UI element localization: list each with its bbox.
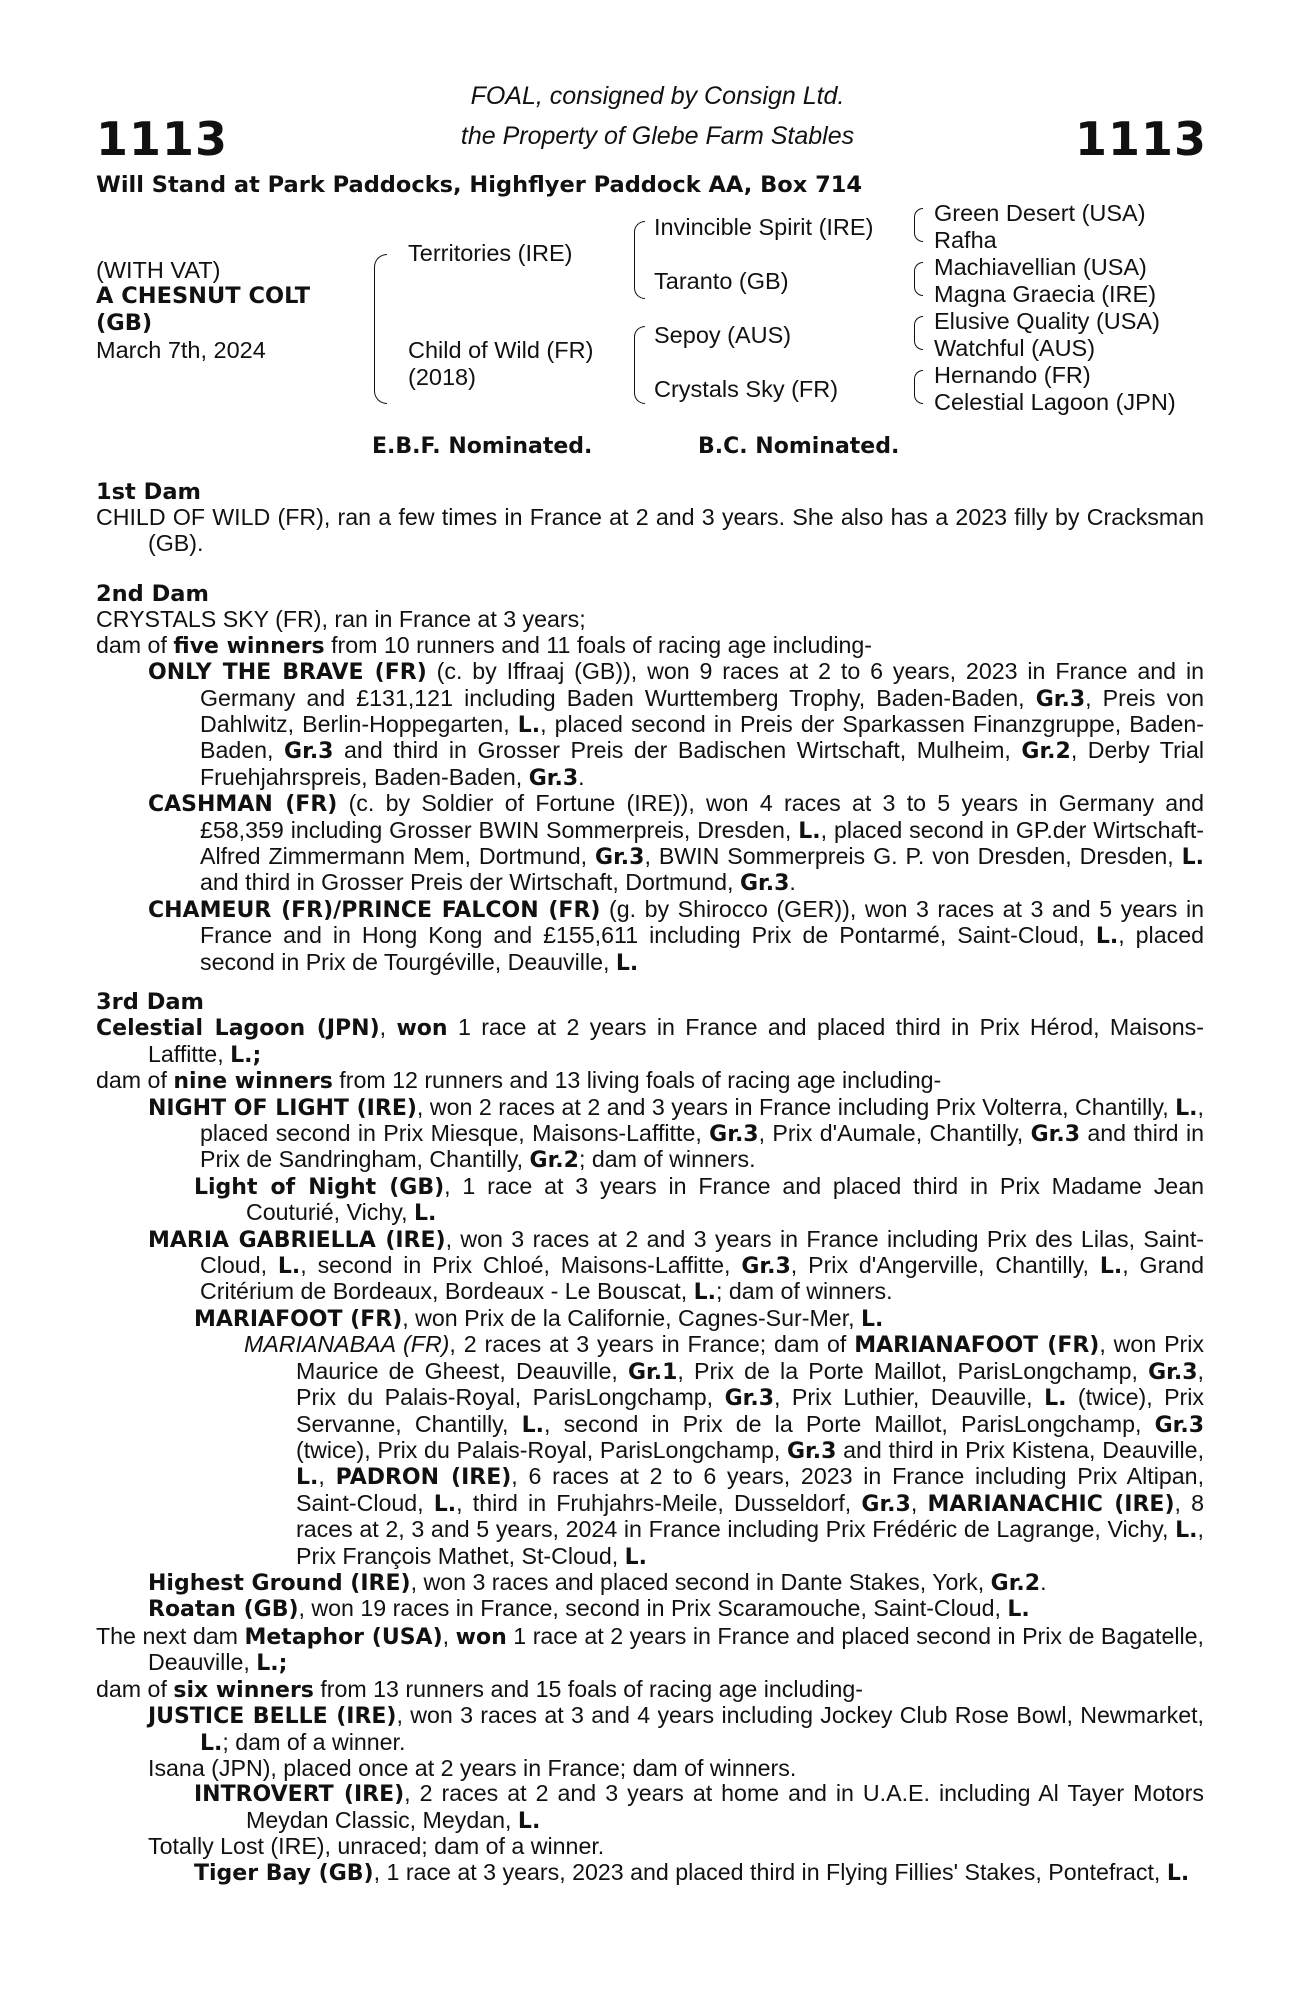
first-dam-text: CHILD OF WILD (FR), ran a few times in France at 2 and 3 years. She also has a 2023 filly by Cracksman (GB). xyxy=(96,504,1204,556)
pedigree-bracket-ss xyxy=(914,208,923,242)
pedigree-bracket-ds xyxy=(914,316,923,350)
lot-number-right: 1113 xyxy=(1074,112,1207,166)
entry-light-of-night: Light of Night (GB), 1 race at 3 years in France and placed third in Prix Madame Jean Couturié, Vichy, L. xyxy=(194,1172,1204,1227)
first-dam-heading: 1st Dam xyxy=(96,479,201,505)
bc-nomination: B.C. Nominated. xyxy=(698,434,900,459)
third-dam-line: Celestial Lagoon (JPN), won 1 race at 2 years in France and placed third in Prix Hérod, Maisons-Laffitte, L.; xyxy=(96,1014,1204,1068)
second-dam-produce: dam of five winners from 10 runners and 11 foals of racing age including- xyxy=(96,631,873,659)
entry-introvert: INTROVERT (IRE), 2 races at 2 and 3 years at home and in U.A.E. including Al Tayer Motors Meydan Classic, Meydan, L. xyxy=(194,1780,1204,1834)
pedigree-sds: Machiavellian (USA) xyxy=(934,254,1147,280)
third-dam-section xyxy=(96,990,1204,1623)
pedigree-sire-sire: Invincible Spirit (IRE) xyxy=(654,214,874,240)
entry-only-the-brave: ONLY THE BRAVE (FR) (c. by Iffraaj (GB)), won 9 races at 2 to 6 years, 2023 in France and in Germany and £131,121 including Baden Wurttemberg Trophy, Baden-Baden, Gr.3, Preis von Dahlwitz, Berlin-Hoppegarten, L., placed second in Preis der Sparkassen Finanzgruppe, Baden-Baden, Gr.3 and third in Grosser Preis der Badischen Wirtschaft, Mulheim, Gr.2, Derby Trial Fruehjahrspreis, Baden-Baden, Gr.3. xyxy=(148,658,1205,791)
entry-roatan: Roatan (GB), won 19 races in France, second in Prix Scaramouche, Saint-Cloud, L. xyxy=(148,1595,1030,1623)
vat-note: (WITH VAT) xyxy=(96,257,221,283)
next-dam-section xyxy=(96,1624,1204,1886)
entry-tiger-bay: Tiger Bay (GB), 1 race at 3 years, 2023 and placed third in Flying Fillies' Stakes, Pontefract, L. xyxy=(194,1858,1190,1886)
pedigree-dam: Child of Wild (FR) xyxy=(408,337,594,363)
pedigree-ssd: Rafha xyxy=(934,227,997,253)
second-dam-line: CRYSTALS SKY (FR), ran in France at 3 years; xyxy=(96,606,586,633)
entry-highest-ground: Highest Ground (IRE), won 3 races and placed second in Dante Stakes, York, Gr.2. xyxy=(148,1568,1047,1596)
second-dam-section xyxy=(96,582,1204,976)
foaling-date: March 7th, 2024 xyxy=(96,337,266,363)
pedigree-bracket-dam xyxy=(634,326,645,404)
pedigree-bracket-main xyxy=(374,254,387,404)
pedigree-dam-dam: Crystals Sky (FR) xyxy=(654,376,839,402)
entry-night-of-light: NIGHT OF LIGHT (IRE), won 2 races at 2 and 3 years in France including Prix Volterra, Chantilly, L., placed second in Prix Miesque, Maisons-Laffitte, Gr.3, Prix d'Aumale, Chantilly, Gr.3 and third in Prix de Sandringham, Chantilly, Gr.2; dam of winners. xyxy=(148,1093,1204,1174)
consignment-line: FOAL, consigned by Consign Ltd. xyxy=(470,82,845,110)
pedigree-sss: Green Desert (USA) xyxy=(934,200,1146,226)
next-dam-line: The next dam Metaphor (USA), won 1 race at 2 years in France and placed second in Prix de Bagatelle, Deauville, L.; xyxy=(96,1623,1204,1677)
pedigree-bracket-dd xyxy=(914,370,923,404)
second-dam-heading: 2nd Dam xyxy=(96,581,209,607)
ebf-nomination: E.B.F. Nominated. xyxy=(372,434,593,459)
pedigree-dam-year: (2018) xyxy=(408,364,476,390)
next-dam-produce: dam of six winners from 13 runners and 15 foals of racing age including- xyxy=(96,1675,863,1703)
entry-cashman: CASHMAN (FR) (c. by Soldier of Fortune (IRE)), won 4 races at 3 to 5 years in Germany and £58,359 including Grosser BWIN Sommerpreis, Dresden, L., placed second in GP.der Wirtschaft-Alfred Zimmermann Mem, Dortmund, Gr.3, BWIN Sommerpreis G. P. von Dresden, Dresden, L. and third in Grosser Preis der Wirtschaft, Dortmund, Gr.3. xyxy=(148,790,1204,897)
entry-isana: Isana (JPN), placed once at 2 years in France; dam of winners. xyxy=(148,1755,797,1782)
horse-name: A CHESNUT COLT xyxy=(96,283,311,309)
first-dam-section xyxy=(96,480,1204,556)
pedigree-sire-dam: Taranto (GB) xyxy=(654,268,789,294)
entry-totally-lost: Totally Lost (IRE), unraced; dam of a winner. xyxy=(148,1833,605,1860)
horse-country: (GB) xyxy=(96,310,153,336)
pedigree-sire: Territories (IRE) xyxy=(408,240,573,266)
pedigree-dds: Hernando (FR) xyxy=(934,362,1091,388)
entry-justice-belle: JUSTICE BELLE (IRE), won 3 races at 3 and 4 years including Jockey Club Rose Bowl, Newmarket, L.; dam of a winner. xyxy=(148,1702,1204,1756)
pedigree-dam-sire: Sepoy (AUS) xyxy=(654,322,792,348)
pedigree-sdd: Magna Graecia (IRE) xyxy=(934,281,1157,307)
lot-number-left: 1113 xyxy=(96,112,229,166)
stand-location: Will Stand at Park Paddocks, Highflyer Paddock AA, Box 714 xyxy=(96,172,863,198)
pedigree-bracket-sire xyxy=(634,221,645,299)
pedigree-ddd: Celestial Lagoon (JPN) xyxy=(934,389,1176,415)
pedigree-bracket-sd xyxy=(914,262,923,296)
entry-marianabaa: MARIANABAA (FR), 2 races at 3 years in France; dam of MARIANAFOOT (FR), won Prix Maurice de Gheest, Deauville, Gr.1, Prix de la Porte Maillot, ParisLongchamp, Gr.3, Prix du Palais-Royal, ParisLongchamp, Gr.3, Prix Luthier, Deauville, L. (twice), Prix Servanne, Chantilly, L., second in Prix de la Porte Maillot, ParisLongchamp, Gr.3 (twice), Prix du Palais-Royal, ParisLongchamp, Gr.3 and third in Prix Kistena, Deauville, L., PADRON (IRE), 6 races at 2 to 6 years, 2023 in France including Prix Altipan, Saint-Cloud, L., third in Fruhjahrs-Meile, Dusseldorf, Gr.3, MARIANACHIC (IRE), 8 races at 2, 3 and 5 years, 2024 in France including Prix Frédéric de Lagrange, Vichy, L., Prix François Mathet, St-Cloud, L. xyxy=(244,1331,1205,1570)
third-dam-produce: dam of nine winners from 12 runners and 13 living foals of racing age including- xyxy=(96,1067,942,1095)
third-dam-heading: 3rd Dam xyxy=(96,989,204,1015)
property-line: the Property of Glebe Farm Stables xyxy=(460,122,855,150)
entry-chameur: CHAMEUR (FR)/PRINCE FALCON (FR) (g. by Shirocco (GER)), won 3 races at 3 and 5 years in France and in Hong Kong and £155,611 including Prix de Pontarmé, Saint-Cloud, L., placed second in Prix de Tourgéville, Deauville, L. xyxy=(148,895,1204,976)
pedigree-dsd: Watchful (AUS) xyxy=(934,335,1096,361)
entry-mariafoot: MARIAFOOT (FR), won Prix de la Californie, Cagnes-Sur-Mer, L. xyxy=(194,1304,884,1332)
pedigree-dss: Elusive Quality (USA) xyxy=(934,308,1160,334)
entry-maria-gabriella: MARIA GABRIELLA (IRE), won 3 races at 2 and 3 years in France including Prix des Lilas, Saint-Cloud, L., second in Prix Chloé, Maisons-Laffitte, Gr.3, Prix d'Angerville, Chantilly, L., Grand Critérium de Bordeaux, Bordeaux - Le Bouscat, L.; dam of winners. xyxy=(148,1225,1204,1306)
